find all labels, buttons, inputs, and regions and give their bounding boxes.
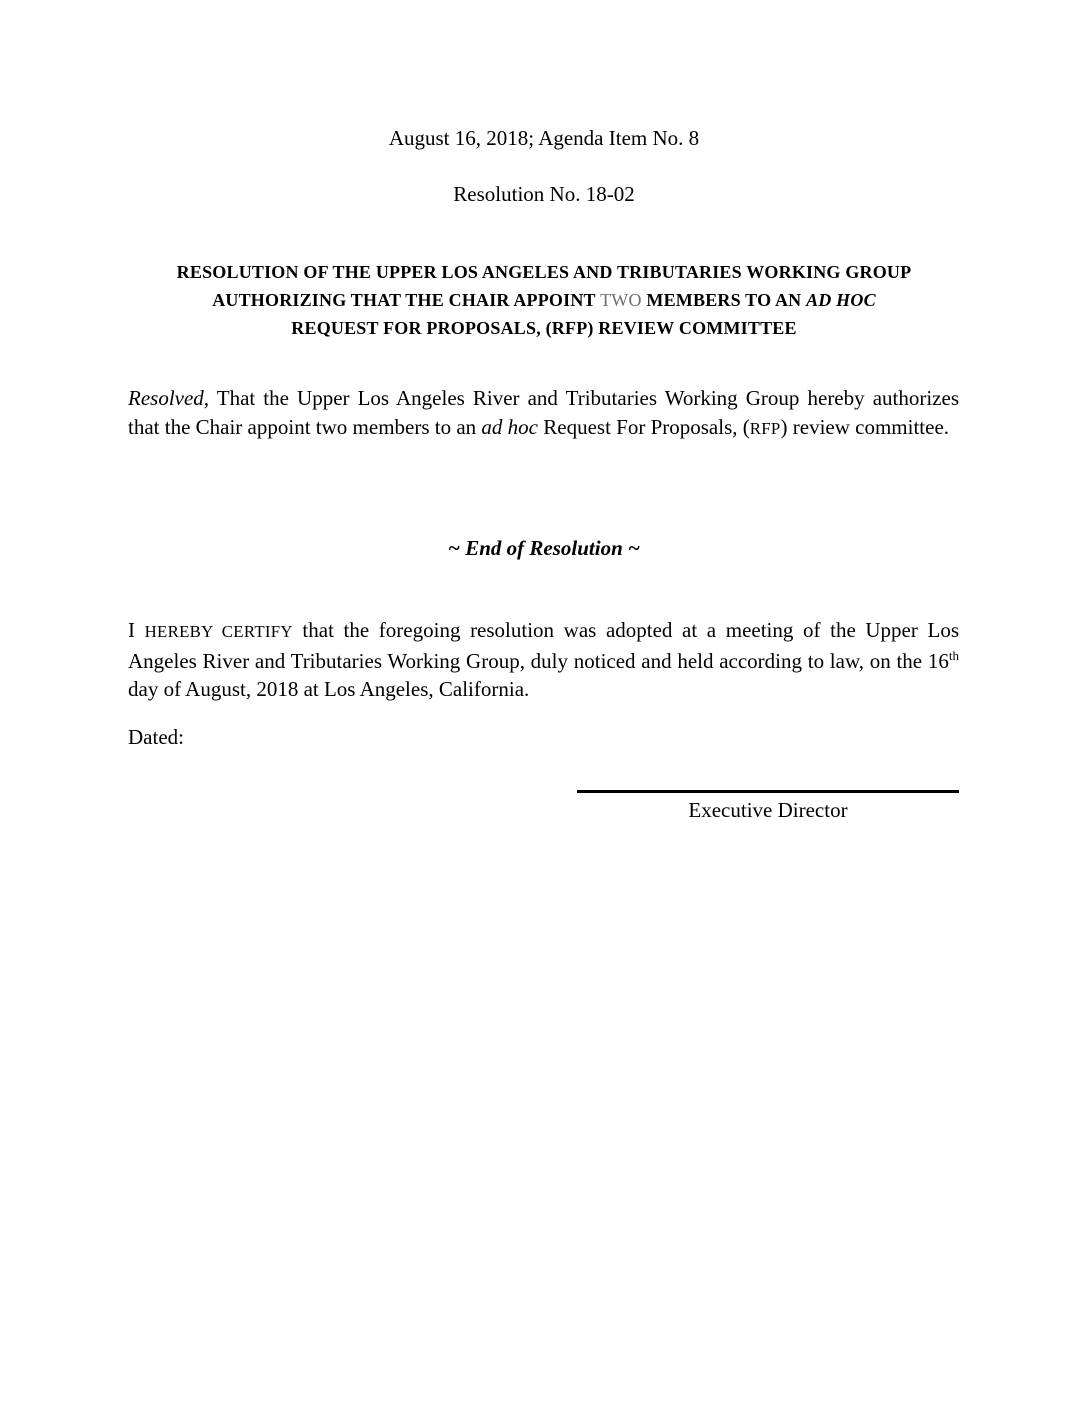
title-line2-mid: MEMBERS TO AN xyxy=(641,290,807,310)
dated-label: Dated: xyxy=(128,725,184,749)
agenda-date-header: August 16, 2018; Agenda Item No. 8 xyxy=(388,126,700,150)
resolved-part3: ) review committee. xyxy=(780,414,950,439)
resolution-title-line-2 xyxy=(129,286,959,314)
certify-body: that the foregoing resolution was adopted at a meeting of the Upper Los Angeles River and Tributaries Working Group, duly noticed and held according to law, on the 16 xyxy=(128,618,959,673)
resolved-paragraph xyxy=(128,384,959,443)
resolved-ad-hoc: ad hoc xyxy=(481,414,538,439)
title-line2-two: TWO xyxy=(600,290,642,310)
resolution-number-header: Resolution No. 18-02 xyxy=(453,182,635,206)
resolved-part2: Request For Proposals, ( xyxy=(538,414,750,439)
title-line2-pre: AUTHORIZING THAT THE CHAIR APPOINT xyxy=(212,290,601,310)
certify-tail: day of August, 2018 at Los Angeles, California. xyxy=(128,677,530,701)
signature-block xyxy=(577,790,959,823)
resolved-part1: That the Upper Los Angeles River and Tributaries Working Group hereby authorizes that the Chair appoint two members to an xyxy=(128,386,959,439)
resolution-title-line-3: REQUEST FOR PROPOSALS, (RFP) REVIEW COMMITTEE xyxy=(291,318,797,338)
certify-lead: I xyxy=(128,618,145,642)
resolved-rfp: RFP xyxy=(749,418,781,438)
certify-smallcaps: HEREBY CERTIFY xyxy=(144,622,293,641)
signature-title: Executive Director xyxy=(688,798,848,822)
resolution-title-line-1: RESOLUTION OF THE UPPER LOS ANGELES AND TRIBUTARIES WORKING GROUP xyxy=(176,262,912,282)
end-of-resolution-marker: ~ End of Resolution ~ xyxy=(448,536,640,560)
title-line2-ad-hoc: AD HOC xyxy=(806,290,876,310)
resolution-title xyxy=(129,258,959,342)
certify-superscript-th: th xyxy=(948,647,959,663)
certification-paragraph xyxy=(128,616,959,704)
resolved-lead: Resolved, xyxy=(128,386,210,410)
